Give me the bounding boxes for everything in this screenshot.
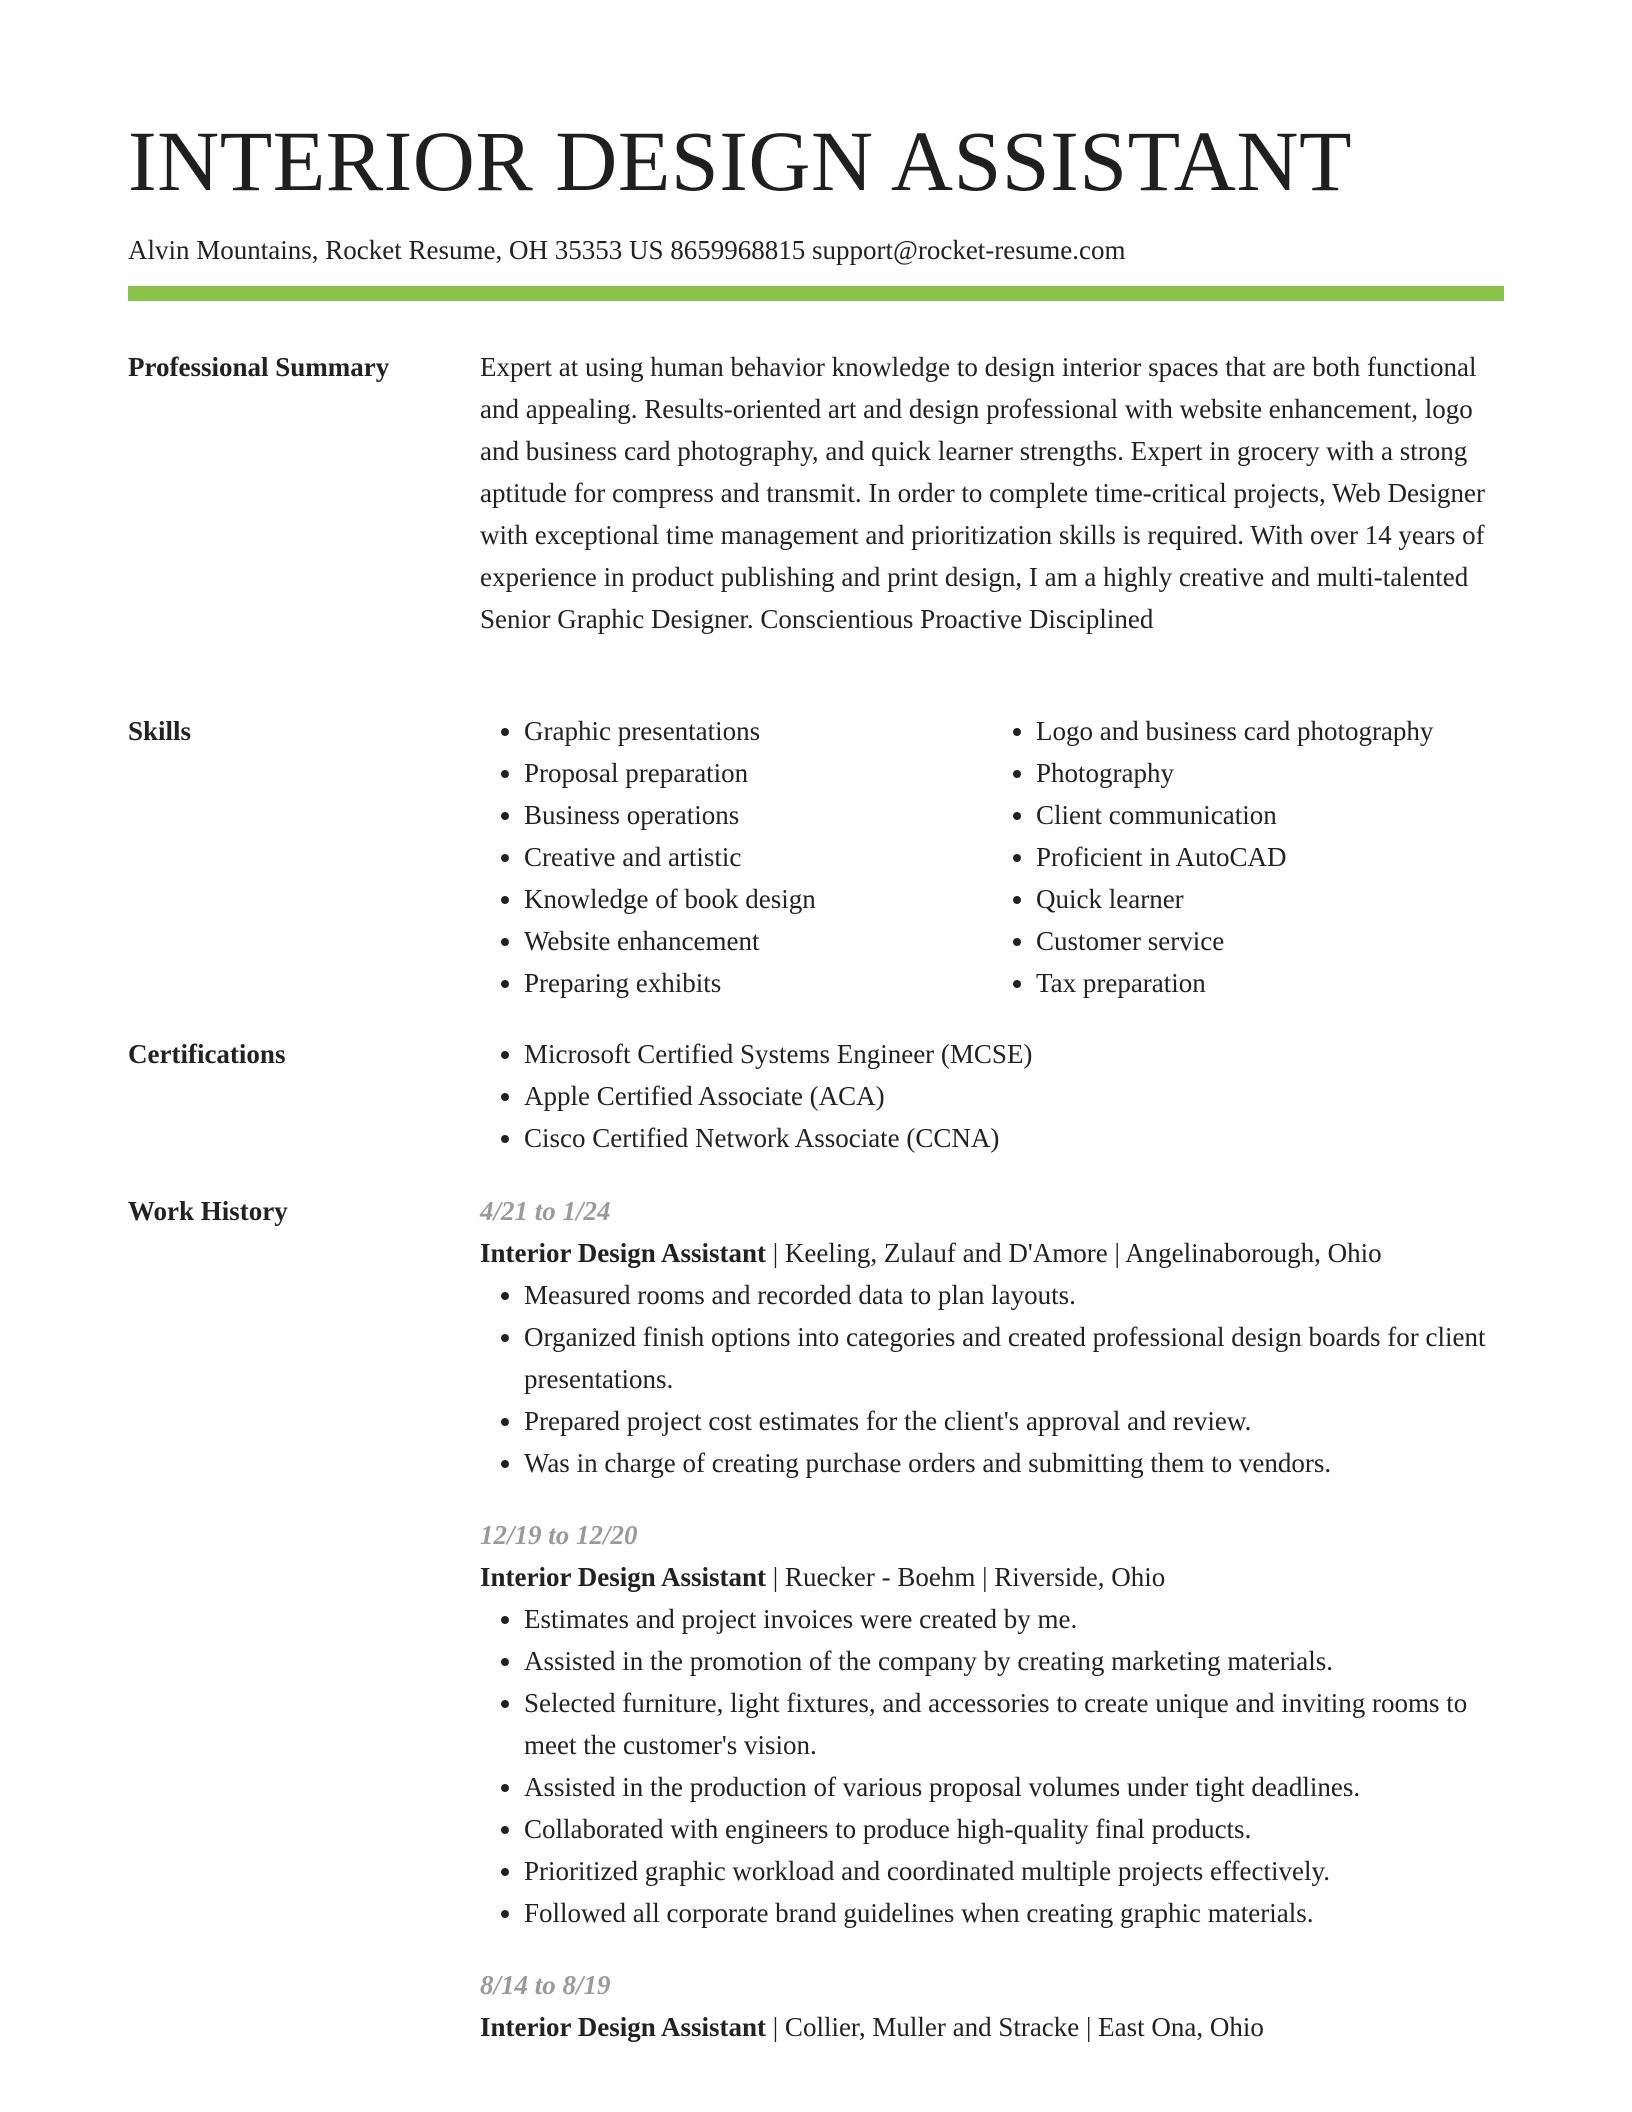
skills-content <box>480 710 1504 1004</box>
work-history-label: Work History <box>128 1196 288 1226</box>
list-item: • Cisco Certified Network Associate (CCNA) <box>524 1117 1504 1159</box>
list-item: • Was in charge of creating purchase orders and submitting them to vendors. <box>524 1442 1504 1484</box>
list-item: • Assisted in the production of various proposal volumes under tight deadlines. <box>524 1766 1504 1808</box>
job-heading <box>480 2006 1504 2048</box>
summary-text: Expert at using human behavior knowledge to design interior spaces that are both functional and appealing. Results-oriented art and design professional with website enhancement, logo and business card photography, and quick learner strengths. Expert in grocery with a strong aptitude for compress and transmit. In order to complete time-critical projects, Web Designer with exceptional time management and prioritization skills is required. With over 14 years of experience in product publishing and print design, I am a highly creative and multi-talented Senior Graphic Designer. Conscientious Proactive Disciplined <box>480 352 1485 634</box>
list-item: • Tax preparation <box>1036 962 1504 1004</box>
list-item: • Microsoft Certified Systems Engineer (MCSE) <box>524 1033 1504 1075</box>
list-item: • Collaborated with engineers to produce high-quality final products. <box>524 1808 1504 1850</box>
job-title: Interior Design Assistant <box>480 1238 767 1268</box>
list-item: • Organized finish options into categories and created professional design boards for client presentations. <box>524 1316 1504 1400</box>
certifications-list <box>480 1033 1504 1159</box>
summary-label: Professional Summary <box>128 352 390 382</box>
list-item: • Knowledge of book design <box>524 878 992 920</box>
list-item: • Assisted in the promotion of the company by creating marketing materials. <box>524 1640 1504 1682</box>
list-item: • Selected furniture, light fixtures, and accessories to create unique and inviting rooms to meet the customer's vision. <box>524 1682 1504 1766</box>
list-item: • Proficient in AutoCAD <box>1036 836 1504 878</box>
list-item: • Client communication <box>1036 794 1504 836</box>
job-heading <box>480 1556 1504 1598</box>
list-item: • Proposal preparation <box>524 752 992 794</box>
job-details: | Collier, Muller and Stracke | East Ona, Ohio <box>766 2012 1264 2042</box>
list-item: • Prepared project cost estimates for the client's approval and review. <box>524 1400 1504 1442</box>
job-dates: 8/14 to 8/19 <box>480 1970 611 2000</box>
skills-list-right <box>992 710 1504 1004</box>
list-item: • Preparing exhibits <box>524 962 992 1004</box>
certifications-content <box>480 1033 1504 1159</box>
certifications-label: Certifications <box>128 1039 286 1069</box>
list-item: • Logo and business card photography <box>1036 710 1504 752</box>
job-title: Interior Design Assistant <box>480 1562 767 1592</box>
skills-label: Skills <box>128 716 192 746</box>
list-item: • Website enhancement <box>524 920 992 962</box>
job-dates: 4/21 to 1/24 <box>480 1196 611 1226</box>
list-item: • Photography <box>1036 752 1504 794</box>
job-entry <box>480 1964 1504 2048</box>
list-item: • Creative and artistic <box>524 836 992 878</box>
job-heading <box>480 1232 1504 1274</box>
job-bullets <box>480 1274 1504 1484</box>
list-item: • Estimates and project invoices were created by me. <box>524 1598 1504 1640</box>
resume-title: INTERIOR DESIGN ASSISTANT <box>128 113 1352 209</box>
list-item: • Business operations <box>524 794 992 836</box>
job-bullets <box>480 1598 1504 1934</box>
job-entry <box>480 1190 1504 1484</box>
list-item: • Prioritized graphic workload and coordinated multiple projects effectively. <box>524 1850 1504 1892</box>
job-details: | Ruecker - Boehm | Riverside, Ohio <box>766 1562 1166 1592</box>
job-dates: 12/19 to 12/20 <box>480 1520 638 1550</box>
list-item: • Measured rooms and recorded data to plan layouts. <box>524 1274 1504 1316</box>
job-title: Interior Design Assistant <box>480 2012 767 2042</box>
job-details: | Keeling, Zulauf and D'Amore | Angelinaborough, Ohio <box>766 1238 1382 1268</box>
accent-divider <box>128 286 1504 301</box>
list-item: • Customer service <box>1036 920 1504 962</box>
contact-line: Alvin Mountains, Rocket Resume, OH 35353 US 8659968815 support@rocket-resume.com <box>128 235 1126 265</box>
list-item: • Apple Certified Associate (ACA) <box>524 1075 1504 1117</box>
list-item: • Followed all corporate brand guidelines when creating graphic materials. <box>524 1892 1504 1934</box>
work-history-content <box>480 1190 1504 2048</box>
summary-content <box>480 346 1504 640</box>
list-item: • Graphic presentations <box>524 710 992 752</box>
skills-list-left <box>480 710 992 1004</box>
list-item: • Quick learner <box>1036 878 1504 920</box>
job-entry <box>480 1514 1504 1934</box>
